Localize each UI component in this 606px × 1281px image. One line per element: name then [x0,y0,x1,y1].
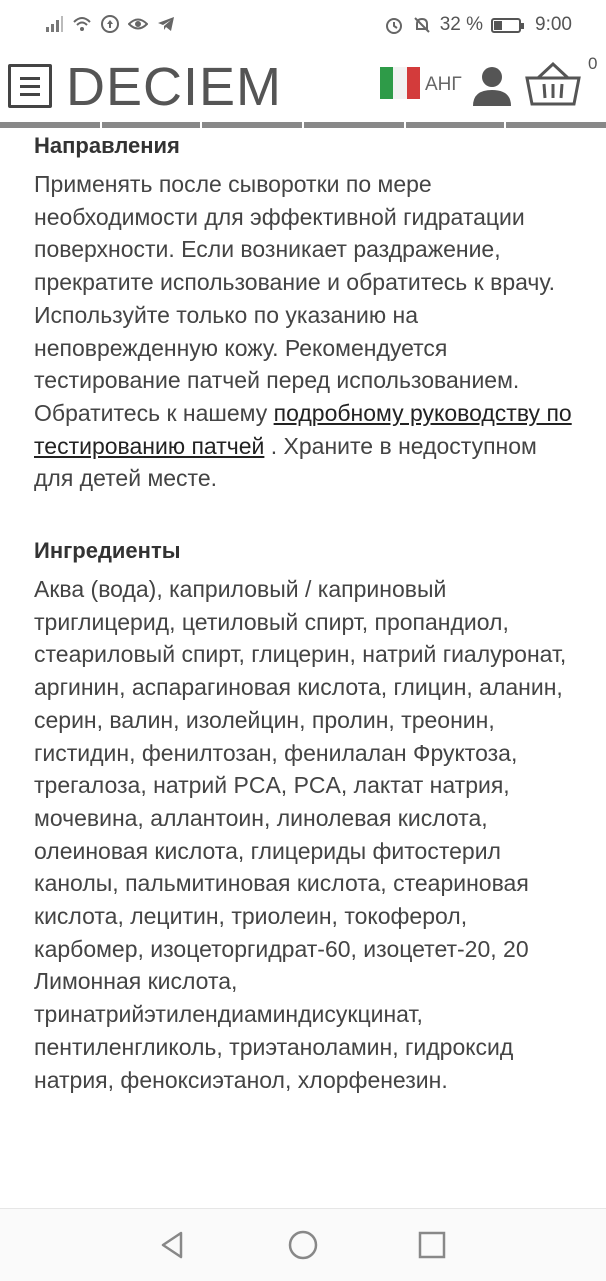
product-details [34,130,579,1096]
status-time: 9:00 [535,14,572,35]
directions-title: Направления [34,133,180,158]
header-divider [0,122,606,128]
menu-icon-line [20,77,40,80]
language-selector[interactable]: АНГ [425,74,462,95]
system-navigation-bar [0,1208,606,1281]
wifi-icon [72,14,92,34]
italy-flag-icon[interactable] [380,67,420,99]
patch-test-guide-link[interactable]: подробному руководству по тестированию патчей [34,399,572,459]
menu-icon-line [20,85,40,88]
battery-percent: 32 % [439,14,484,35]
directions-text-before-link: Применять после сыворотки по мере необходимости для эффективной гидратации поверхности. Если возникает раздражение, прекратите использование и обратитесь к врачу. Используйте только по указанию на неповрежденную кожу. Рекомендуется тестирование патчей перед использованием. Обратитесь к нашему [34,171,555,426]
signal-icon [44,14,64,34]
ingredients-text: Аква (вода), каприловый / каприновый триглицерид, цетиловый спирт, пропандиол, стеариловый спирт, глицерин, натрий гиалуронат, аргинин, аспарагиновая кислота, глицин, аланин, серин, валин, изолейцин, пролин, треонин, гистидин, фенилтозан, фенилалан Фруктоза, трегалоза, натрий PCA, PCA, лактат натрия, мочевина, аллантоин, линолевая кислота, олеиновая кислота, глицериды фитостерил канолы, пальмитиновая кислота, стеариновая кислота, лецитин, триолеин, токоферол, карбомер, изоцеторгидрат-60, изоцетет-20, 20 Лимонная кислота, тринатрийэтилендиаминдисукцинат, пентиленгликоль, триэтаноламин, гидроксид натрия, феноксиэтанол, хлорфенезин. [34,576,567,1093]
brand-logo[interactable]: DECIEM [66,57,283,117]
eye-comfort-icon [128,14,148,34]
data-saver-icon [100,14,120,34]
directions-text-after-link: . Храните в недоступном для детей месте. [34,432,537,492]
menu-icon-line [20,93,40,96]
shopping-basket-icon[interactable] [524,60,582,108]
status-left-icons [44,14,176,34]
telegram-icon [156,14,176,34]
cart-count: 0 [588,54,598,73]
menu-button[interactable] [8,64,52,108]
back-icon[interactable] [157,1229,189,1261]
user-account-icon[interactable] [470,64,514,108]
battery-icon [491,18,521,33]
status-right-icons [384,14,572,36]
battery-fill [494,21,502,30]
flag-stripe [407,67,420,99]
flag-stripe [393,67,406,99]
bell-off-icon [412,15,432,35]
ingredients-title: Ингредиенты [34,538,181,564]
flag-stripe [380,67,393,99]
alarm-icon [384,15,404,35]
status-bar [0,0,606,52]
home-icon[interactable] [287,1229,319,1261]
site-header [0,52,606,122]
directions-text [34,168,579,495]
recents-icon[interactable] [416,1229,448,1261]
